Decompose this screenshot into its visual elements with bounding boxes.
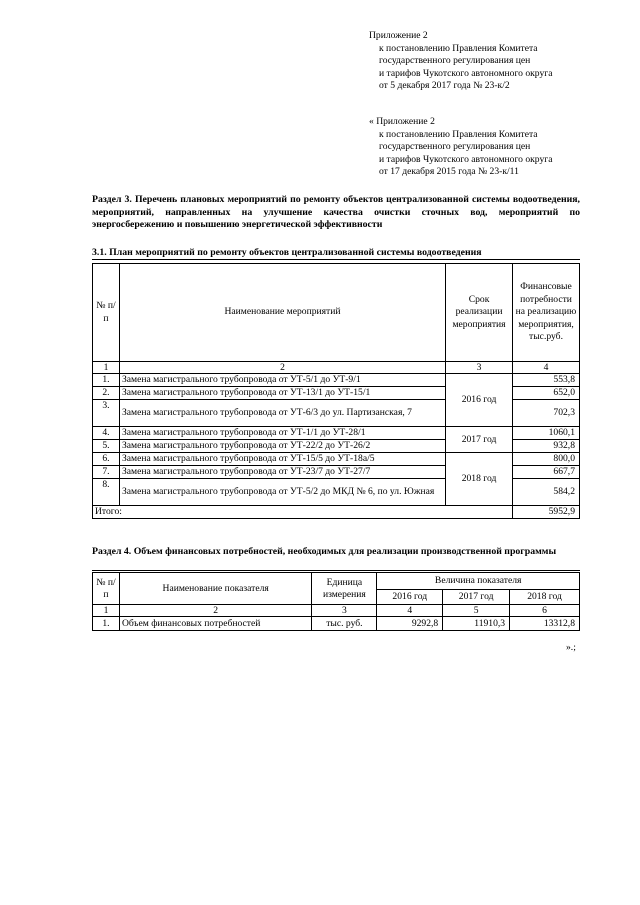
total-label: Итого:: [93, 506, 513, 519]
appendix-line: от 17 декабря 2015 года № 23-к/11: [379, 166, 519, 178]
appendix-line: от 5 декабря 2017 года № 23-к/2: [379, 80, 510, 92]
row-num: 1.: [93, 374, 120, 387]
row-value: 553,8: [513, 374, 580, 387]
row-value-2017: 11910,3: [443, 617, 510, 631]
row-value-2018: 13312,8: [510, 617, 580, 631]
header-num: № п/п: [93, 264, 120, 362]
row-value-2016: 9292,8: [377, 617, 443, 631]
row-name: Замена магистрального трубопровода от УТ-22/2 до УТ-26/2: [119, 440, 445, 453]
row-num: 7.: [93, 466, 120, 479]
row-name: Замена магистрального трубопровода от УТ-15/5 до УТ-18а/5: [119, 453, 445, 466]
row-num: 4.: [93, 427, 120, 440]
header-year: 2016 год: [377, 590, 443, 605]
financial-needs-table: [92, 572, 580, 631]
table-header-row: [93, 264, 580, 362]
row-term: 2018 год: [446, 453, 513, 506]
table-header-row: [93, 573, 580, 590]
column-index-row: [93, 362, 580, 374]
row-name: Объем финансовых потребностей: [119, 617, 311, 631]
row-name: Замена магистрального трубопровода от УТ-1/1 до УТ-28/1: [119, 427, 445, 440]
heading-underline: [92, 259, 580, 260]
column-index: 2: [119, 362, 445, 374]
row-term: 2016 год: [446, 374, 513, 427]
row-unit: тыс. руб.: [312, 617, 377, 631]
table-row: [93, 427, 580, 440]
column-index: 4: [377, 605, 443, 617]
heading-underline: [92, 570, 580, 571]
row-num: 6.: [93, 453, 120, 466]
row-value: 1060,1: [513, 427, 580, 440]
row-value: 652,0: [513, 387, 580, 400]
header-num: № п/п: [93, 573, 120, 605]
header-name: Наименование мероприятий: [119, 264, 445, 362]
row-name: Замена магистрального трубопровода от УТ-6/3 до ул. Партизанская, 7: [119, 400, 445, 427]
row-term: 2017 год: [446, 427, 513, 453]
appendix-line: государственного регулирования цен: [379, 55, 531, 67]
row-value: 702,3: [513, 400, 580, 427]
row-num: 3.: [93, 400, 120, 427]
subsection-heading: 3.1. План мероприятий по ремонту объектов централизованной системы водоотведения: [92, 247, 482, 258]
column-index: 5: [443, 605, 510, 617]
appendix-line: к постановлению Правления Комитета: [379, 42, 538, 54]
column-index: 1: [93, 605, 120, 617]
appendix-current: [369, 30, 619, 93]
row-num: 8.: [93, 479, 120, 506]
row-value: 932,8: [513, 440, 580, 453]
row-name: Замена магистрального трубопровода от УТ-5/2 до МКД № 6, по ул. Южная: [119, 479, 445, 506]
total-value: 5952,9: [513, 506, 580, 519]
row-name: Замена магистрального трубопровода от УТ-13/1 до УТ-15/1: [119, 387, 445, 400]
section3-heading: Раздел 3. Перечень плановых мероприятий по ремонту объектов централизованной системы водоотведения, мероприятий, направленных на улучшение качества очистки сточных вод, мероприятий по энергосбережению и повышению энергетической эффективности: [92, 194, 580, 230]
column-index: 4: [513, 362, 580, 374]
appendix-line: к постановлению Правления Комитета: [379, 128, 538, 140]
row-value: 584,2: [513, 479, 580, 506]
total-row: [93, 506, 580, 519]
row-value: 667,7: [513, 466, 580, 479]
appendix-title: Приложение 2: [369, 30, 428, 41]
header-value-group: Величина показателя: [377, 573, 580, 590]
appendix-title: « Приложение 2: [369, 116, 435, 127]
header-year: 2017 год: [443, 590, 510, 605]
appendix-previous: [369, 116, 619, 179]
table-row: [93, 374, 580, 387]
header-name: Наименование показателя: [119, 573, 311, 605]
column-index: 6: [510, 605, 580, 617]
row-num: 5.: [93, 440, 120, 453]
closing-quote-mark: ».;: [566, 642, 576, 653]
column-index: 3: [312, 605, 377, 617]
header-year: 2018 год: [510, 590, 580, 605]
repair-plan-table: [92, 263, 580, 519]
column-index: 3: [446, 362, 513, 374]
column-index: 2: [119, 605, 311, 617]
table-row: [93, 617, 580, 631]
column-index: 1: [93, 362, 120, 374]
row-num: 1.: [93, 617, 120, 631]
appendix-line: и тарифов Чукотского автономного округа: [379, 67, 553, 79]
column-index-row: [93, 605, 580, 617]
row-name: Замена магистрального трубопровода от УТ-23/7 до УТ-27/7: [119, 466, 445, 479]
row-num: 2.: [93, 387, 120, 400]
header-term: Срок реализации мероприятия: [446, 264, 513, 362]
header-finance: Финансовые потребности на реализацию мероприятия, тыс.руб.: [513, 264, 580, 362]
row-value: 800,0: [513, 453, 580, 466]
appendix-line: государственного регулирования цен: [379, 141, 531, 153]
section4-heading: Раздел 4. Объем финансовых потребностей, необходимых для реализации производственной программы: [92, 546, 557, 557]
row-name: Замена магистрального трубопровода от УТ-5/1 до УТ-9/1: [119, 374, 445, 387]
appendix-line: и тарифов Чукотского автономного округа: [379, 153, 553, 165]
table-row: [93, 453, 580, 466]
header-unit: Единица измерения: [312, 573, 377, 605]
